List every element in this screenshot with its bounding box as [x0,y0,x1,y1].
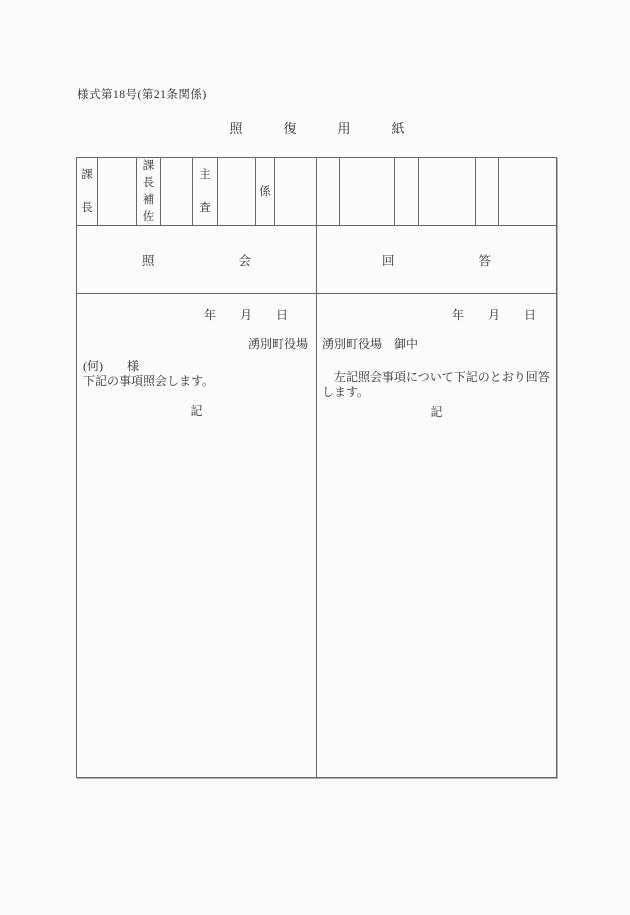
approval-stamp-box [476,158,499,225]
approval-label-char: 佐 [142,210,155,223]
approval-stamp-box [395,158,419,225]
approval-label-char: 課 [81,168,93,181]
inquiry-heading-cell [77,226,335,293]
approval-stamp-box [499,158,556,225]
reply-office-name: 湧別町役場 御中 [322,337,419,351]
approval-cell-係 [256,158,275,225]
approval-label-char: 査 [199,202,211,215]
form-number-label: 様式第18号(第21条関係) [77,89,207,101]
approval-cell-課長補佐 [137,158,161,225]
approval-stamp-box [317,158,340,225]
approval-stamp-box [340,158,395,225]
approval-label-char: 長 [142,177,155,190]
reply-note-mark: 記 [430,405,443,419]
approval-stamp-box [275,158,317,225]
approval-label-char: 課 [142,160,155,173]
reply-heading: 回答 [381,253,575,268]
inquiry-body-text: 下記の事項照会します。 [83,374,215,388]
content-row [77,294,556,777]
inquiry-heading: 照会 [141,253,335,268]
approval-row [77,158,556,226]
approval-label-char: 補 [142,193,155,206]
approval-stamp-box [419,158,476,225]
approval-stamp-box [218,158,256,225]
section-heading-row [77,226,575,294]
reply-body-text: 左記照会事項について下記のとおり回答します。 [322,370,550,399]
approval-stamp-box [98,158,137,225]
reply-date-line: 年 月 日 [451,308,542,322]
inquiry-date-line: 年 月 日 [203,308,294,322]
approval-label-char: 長 [81,202,93,215]
approval-cell-課長 [77,158,98,225]
inquiry-addressee: (何) 様 [83,359,139,373]
inquiry-office-name: 湧別町役場 [247,337,308,351]
approval-label-char: 主 [199,168,211,181]
inquiry-note-mark: 記 [190,404,203,418]
document-title-wrap [77,118,557,137]
approval-label-char: 係 [259,185,271,198]
reply-content-cell [317,294,556,777]
approval-stamp-box [161,158,193,225]
document-title: 照復用紙 [229,121,446,136]
approval-cell-主査 [193,158,218,225]
form-table [76,157,575,778]
reply-heading-cell [317,226,575,293]
inquiry-content-cell [77,294,317,777]
